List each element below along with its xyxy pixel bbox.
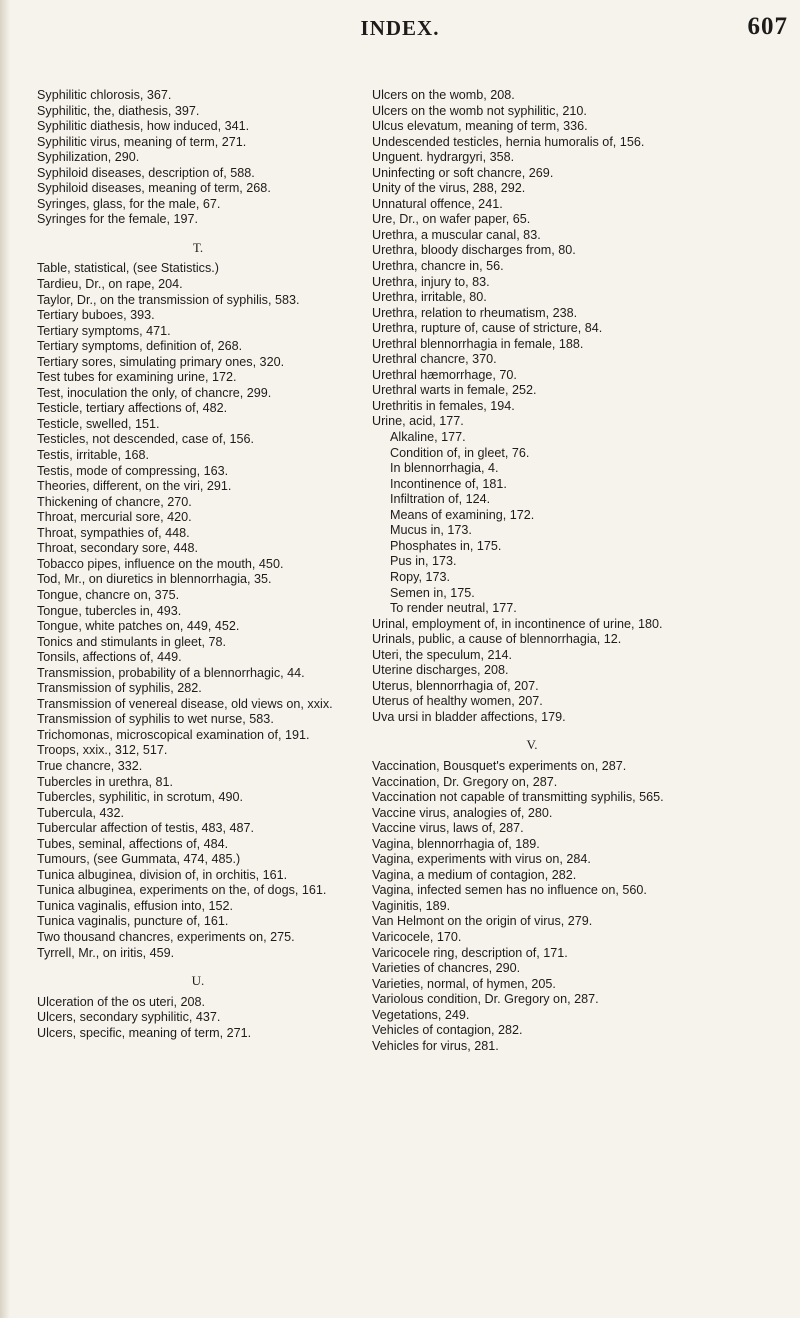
page-binding-shadow (0, 0, 10, 1318)
index-entry: Table, statistical, (see Statistics.) (37, 261, 219, 276)
index-entry: Testicles, not descended, case of, 156. (37, 432, 255, 447)
index-entry: Urine, acid, 177. (372, 414, 464, 429)
index-entry: Uterine discharges, 208. (372, 663, 509, 678)
index-entry: Ulcers on the womb not syphilitic, 210. (372, 103, 587, 118)
index-entry: Tunica albuginea, experiments on the, of dogs, 161. (37, 883, 327, 898)
index-entry: Uterus of healthy women, 207. (372, 694, 543, 709)
index-entry: Troops, xxix., 312, 517. (37, 743, 168, 758)
index-subentry: Alkaline, 177. (390, 430, 466, 445)
index-entry: Unity of the virus, 288, 292. (372, 181, 526, 196)
index-entry: Urethral warts in female, 252. (372, 383, 537, 398)
index-entry: Urethral hæmorrhage, 70. (372, 367, 517, 382)
index-entry: Vaccine virus, laws of, 287. (372, 821, 524, 836)
index-entry: Taylor, Dr., on the transmission of syphilis, 583. (37, 292, 300, 307)
index-entry: Unnatural offence, 241. (372, 196, 503, 211)
index-entry: Syphilitic diathesis, how induced, 341. (37, 119, 250, 134)
index-subentry: Condition of, in gleet, 76. (390, 445, 530, 460)
index-entry: Tongue, white patches on, 449, 452. (37, 619, 240, 634)
index-entry: Tunica albuginea, division of, in orchitis, 161. (37, 867, 288, 882)
index-subentry: Phosphates in, 175. (390, 538, 502, 553)
index-entry: Urethra, a muscular canal, 83. (372, 227, 541, 242)
index-entry: Urinal, employment of, in incontinence of urine, 180. (372, 616, 663, 631)
index-entry: Uterus, blennorrhagia of, 207. (372, 678, 539, 693)
index-subentry: Pus in, 173. (390, 554, 457, 569)
index-entry: Syphiloid diseases, description of, 588. (37, 165, 255, 180)
index-entry: Urethra, injury to, 83. (372, 274, 490, 289)
index-entry: Transmission of syphilis to wet nurse, 583. (37, 712, 274, 727)
section-letter: T. (192, 239, 204, 255)
index-subentry: Ropy, 173. (390, 569, 450, 584)
index-entry: Trichomonas, microscopical examination of, 191. (37, 727, 310, 742)
index-entry: Urethra, bloody discharges from, 80. (372, 243, 576, 258)
running-head: INDEX. (360, 16, 440, 40)
index-entry: Urethral blennorrhagia in female, 188. (372, 336, 584, 351)
index-entry: Syringes for the female, 197. (37, 212, 199, 227)
index-entry: Syphilization, 290. (37, 150, 140, 165)
section-letter: V. (526, 737, 538, 753)
index-entry: Throat, secondary sore, 448. (37, 541, 199, 556)
index-entry: Tubercula, 432. (37, 805, 125, 820)
index-entry: Throat, sympathies of, 448. (37, 525, 190, 540)
index-entry: Van Helmont on the origin of virus, 279. (372, 914, 593, 929)
index-entry: Tongue, tubercles in, 493. (37, 603, 182, 618)
index-entry: Vehicles for virus, 281. (372, 1038, 499, 1053)
index-entry: Urethra, relation to rheumatism, 238. (372, 305, 578, 320)
index-entry: Varieties, normal, of hymen, 205. (372, 976, 556, 991)
index-entry: Vaccine virus, analogies of, 280. (372, 805, 553, 820)
section-letter: U. (191, 973, 205, 989)
index-entry: Tumours, (see Gummata, 474, 485.) (37, 852, 241, 867)
index-subentry: Incontinence of, 181. (390, 476, 507, 491)
index-entry: Tertiary symptoms, definition of, 268. (37, 339, 243, 354)
index-subentry: Means of examining, 172. (390, 507, 535, 522)
index-entry: Unguent. hydrargyri, 358. (372, 150, 515, 165)
index-entry: Undescended testicles, hernia humoralis of, 156. (372, 134, 645, 149)
index-entry: Uva ursi in bladder affections, 179. (372, 709, 566, 724)
index-entry: Variolous condition, Dr. Gregory on, 287. (372, 992, 599, 1007)
index-entry: Tonics and stimulants in gleet, 78. (37, 634, 227, 649)
index-entry: Varicocele ring, description of, 171. (372, 945, 568, 960)
index-entry: Testis, mode of compressing, 163. (37, 463, 229, 478)
index-entry: Tubes, seminal, affections of, 484. (37, 836, 229, 851)
index-entry: Vehicles of contagion, 282. (372, 1023, 523, 1038)
index-entry: Urethra, chancre in, 56. (372, 259, 504, 274)
index-entry: Ulcers, secondary syphilitic, 437. (37, 1010, 221, 1025)
index-entry: Urethritis in females, 194. (372, 398, 515, 413)
index-entry: Testicle, swelled, 151. (37, 416, 160, 431)
index-entry: Ulcers on the womb, 208. (372, 88, 515, 102)
index-entry: Tardieu, Dr., on rape, 204. (37, 277, 183, 292)
index-entry: Ure, Dr., on wafer paper, 65. (372, 212, 531, 227)
index-entry: Testis, irritable, 168. (37, 448, 149, 463)
index-entry: Urethra, irritable, 80. (372, 290, 487, 305)
index-entry: Theories, different, on the viri, 291. (37, 479, 232, 494)
index-subentry: Mucus in, 173. (390, 523, 472, 538)
index-entry: Urethra, rupture of, cause of stricture, 84. (372, 321, 603, 336)
index-entry: Tobacco pipes, influence on the mouth, 450. (37, 556, 284, 571)
index-entry: Uninfecting or soft chancre, 269. (372, 165, 554, 180)
index-entry: Ulcus elevatum, meaning of term, 336. (372, 119, 588, 134)
index-subentry: In blennorrhagia, 4. (390, 461, 499, 476)
index-entry: Vagina, a medium of contagion, 282. (372, 867, 577, 882)
index-subentry: Infiltration of, 124. (390, 492, 491, 507)
index-entry: Transmission, probability of a blennorrhagic, 44. (37, 665, 305, 680)
index-entry: Two thousand chancres, experiments on, 275. (37, 929, 295, 944)
index-entry: Vaccination not capable of transmitting syphilis, 565. (372, 790, 664, 805)
index-entry: Test, inoculation the only, of chancre, 299. (37, 385, 272, 400)
index-entry: Varicocele, 170. (372, 929, 462, 944)
index-entry: Test tubes for examining urine, 172. (37, 370, 237, 385)
index-entry: Vagina, blennorrhagia of, 189. (372, 836, 540, 851)
index-entry: Varieties of chancres, 290. (372, 961, 521, 976)
index-entry: Vaginitis, 189. (372, 898, 451, 913)
index-entry: Testicle, tertiary affections of, 482. (37, 401, 228, 416)
left-column (37, 88, 359, 1041)
index-entry: Thickening of chancre, 270. (37, 494, 192, 509)
index-entry: Tubercles in urethra, 81. (37, 774, 174, 789)
index-entry: Vaccination, Dr. Gregory on, 287. (372, 774, 558, 789)
index-entry: Syphiloid diseases, meaning of term, 268. (37, 181, 271, 196)
index-entry: Tonsils, affections of, 449. (37, 650, 182, 665)
index-entry: Throat, mercurial sore, 420. (37, 510, 192, 525)
index-entry: Transmission of syphilis, 282. (37, 681, 202, 696)
index-entry: Syphilitic, the, diathesis, 397. (37, 103, 200, 118)
index-entry: Syphilitic virus, meaning of term, 271. (37, 134, 247, 149)
index-entry: Ulcers, specific, meaning of term, 271. (37, 1025, 252, 1040)
index-entry: Tunica vaginalis, puncture of, 161. (37, 914, 229, 929)
index-entry: Tubercular affection of testis, 483, 487. (37, 821, 255, 836)
index-entry: Urethral chancre, 370. (372, 352, 497, 367)
index-entry: Tunica vaginalis, effusion into, 152. (37, 898, 234, 913)
index-subentry: Semen in, 175. (390, 585, 475, 600)
index-entry: Vagina, experiments with virus on, 284. (372, 852, 591, 867)
index-entry: True chancre, 332. (37, 758, 143, 773)
index-entry: Tertiary buboes, 393. (37, 308, 155, 323)
index-entry: Tongue, chancre on, 375. (37, 587, 180, 602)
index-entry: Urinals, public, a cause of blennorrhagia, 12. (372, 632, 622, 647)
index-entry: Uteri, the speculum, 214. (372, 647, 513, 662)
index-entry: Tertiary sores, simulating primary ones, 320. (37, 354, 285, 369)
page-number: 607 (747, 13, 788, 40)
index-entry: Vegetations, 249. (372, 1007, 470, 1022)
index-entry: Vagina, infected semen has no influence on, 560. (372, 883, 647, 898)
index-entry: Ulceration of the os uteri, 208. (37, 994, 206, 1009)
index-entry: Transmission of venereal disease, old views on, xxix. (37, 696, 333, 711)
index-entry: Syringes, glass, for the male, 67. (37, 196, 221, 211)
index-entry: Tyrrell, Mr., on iritis, 459. (37, 945, 175, 960)
index-entry: Syphilitic chlorosis, 367. (37, 88, 172, 102)
index-entry: Vaccination, Bousquet's experiments on, 287. (372, 758, 627, 773)
index-entry: Tod, Mr., on diuretics in blennorrhagia, 35. (37, 572, 272, 587)
index-entry: Tertiary symptoms, 471. (37, 323, 171, 338)
index-entry: Tubercles, syphilitic, in scrotum, 490. (37, 790, 244, 805)
index-subentry: To render neutral, 177. (390, 601, 517, 616)
right-column (372, 88, 692, 1054)
